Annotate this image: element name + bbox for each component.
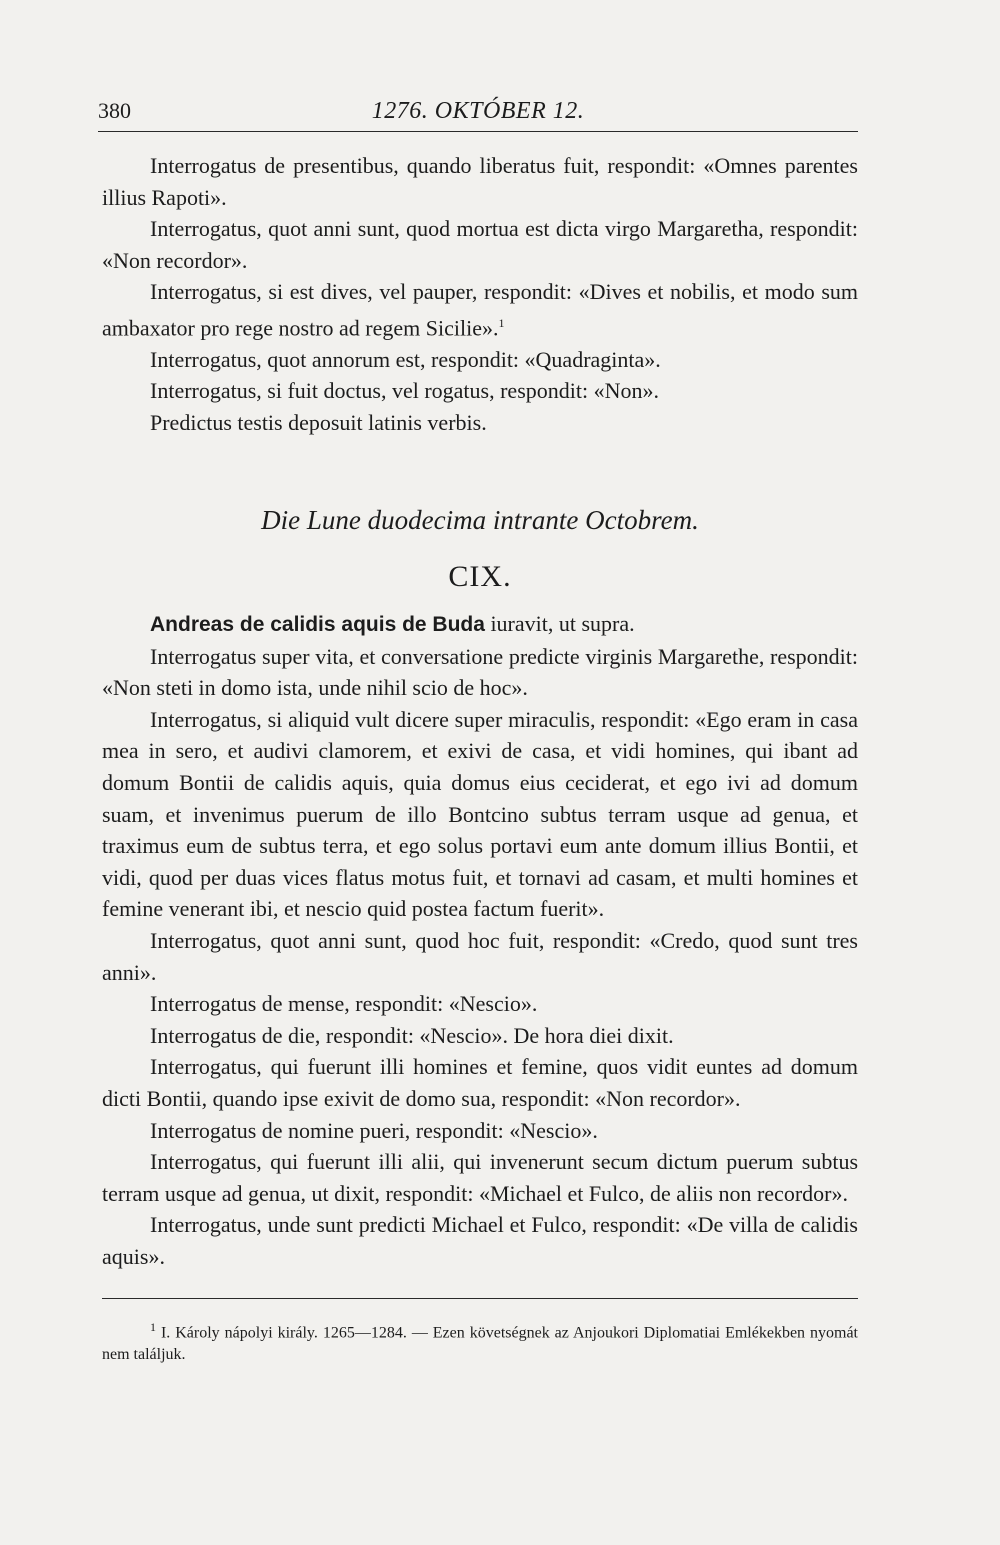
paragraph: Interrogatus de mense, respondit: «Nescio». [150, 991, 538, 1017]
footnote-text: I. Károly nápolyi király. 1265—1284. — Ezen követségnek az Anjoukori Diplomatiai Emlékekben nyomát nem találjuk. [102, 1324, 858, 1364]
paragraph: Interrogatus de nomine pueri, respondit: «Nescio». [150, 1117, 598, 1143]
paragraph: Predictus testis deposuit latinis verbis. [150, 410, 487, 436]
body-top [102, 150, 858, 439]
paragraph: Interrogatus de presentibus, quando liberatus fuit, respondit: «Omnes parentes illius Rapoti». [102, 153, 858, 210]
paragraph: Interrogatus, qui fuerunt illi alii, qui invenerunt secum dictum puerum subtus terram usque ad genua, ut dixit, respondit: «Michael et Fulco, de aliis non recordor». [102, 1149, 858, 1206]
witness-paragraph [102, 608, 858, 641]
header-rule [98, 131, 858, 132]
paragraph [102, 276, 858, 344]
running-title: 1276. OKTÓBER 12. [371, 98, 585, 124]
section-title: Die Lune duodecima intrante Octobrem. [261, 505, 699, 535]
body-bottom [102, 608, 858, 1272]
witness-oath: iuravit, ut supra. [484, 611, 635, 636]
paragraph: Interrogatus, si aliquid vult dicere super miraculis, respondit: «Ego eram in casa mea in sero, et audivi clamorem, et exivi de casa, et vidi homines, qui ibant ad domum Bontii de calidis aquis, quia domus eius ceciderat, et ego ivi ad domum suam, et invenimus puerum de illo Bontcino subtus terram usque ad genua, et traximus eum de subtus terra, et ego solus portavi eum ante domum illius Bontii, et vidi, quod per duas vices flatus motus fuit, et tornavi ad casam, et multi homines et femine venerant ibi, et nescio quid postea factum fuerit». [102, 706, 858, 922]
witness-name: Andreas de calidis aquis de Buda [150, 613, 485, 636]
page-header [98, 98, 858, 132]
paragraph: Interrogatus, quot anni sunt, quod mortua est dicta virgo Margaretha, respondit: «Non recordor». [102, 216, 858, 273]
footnote-ref: 1 [498, 315, 505, 330]
page-number: 380 [98, 98, 131, 123]
footnote-rule [102, 1298, 858, 1299]
section-number: CIX. [448, 560, 512, 593]
paragraph: Interrogatus, unde sunt predicti Michael et Fulco, respondit: «De villa de calidis aquis». [102, 1212, 858, 1269]
paragraph: Interrogatus de die, respondit: «Nescio». De hora diei dixit. [150, 1022, 674, 1048]
footnote [102, 1316, 858, 1366]
paragraph: Interrogatus, qui fuerunt illi homines et femine, quos vidit euntes ad domum dicti Bontii, quando ipse exivit de domo sua, respondit: «Non recordor». [102, 1054, 858, 1111]
paragraph: Interrogatus, si fuit doctus, vel rogatus, respondit: «Non». [150, 378, 659, 404]
footnote-marker: 1 [150, 1320, 156, 1334]
paragraph: Interrogatus, quot anni sunt, quod hoc fuit, respondit: «Credo, quod sunt tres anni». [102, 927, 858, 985]
paragraph: Interrogatus, quot annorum est, respondit: «Quadraginta». [150, 346, 661, 372]
paragraph-text: Interrogatus, si est dives, vel pauper, respondit: «Dives et nobilis, et modo sum ambaxator pro rege nostro ad regem Sicilie». [102, 279, 858, 341]
paragraph: Interrogatus super vita, et conversatione predicte virginis Margarethe, respondit: «Non steti in domo ista, unde nihil scio de hoc». [102, 643, 858, 701]
